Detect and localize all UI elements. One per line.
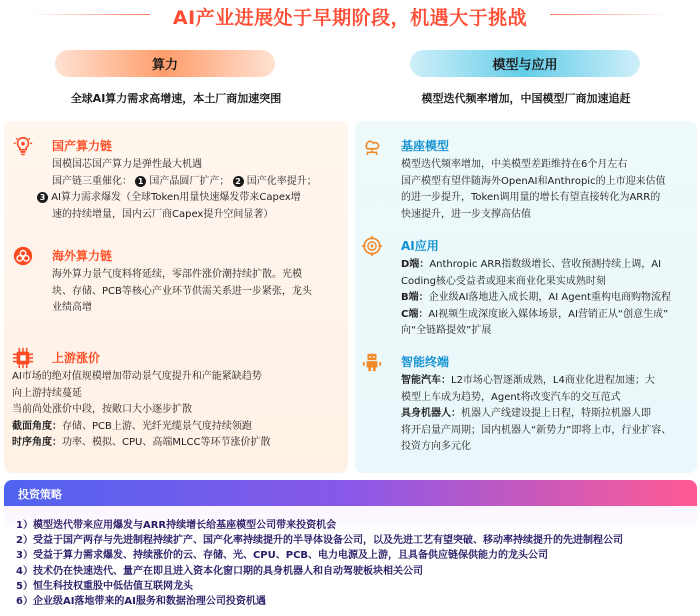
line-lead: 智能汽车： [401, 375, 451, 386]
robot-icon [361, 351, 383, 373]
line-lead: D端： [401, 259, 430, 270]
body-line [401, 257, 671, 274]
line-text: 企业级AI落地进入成长期，AI Agent重构电商购物流程 [428, 292, 671, 304]
strategy-item: 6）企业级AI落地带来的AI服务和数据治理公司投资机遇 [16, 596, 266, 608]
body-line: 国产模型有望伴随海外OpenAI和Anthropic的上市迎来估值 [401, 175, 666, 187]
models-panel [355, 121, 697, 473]
body-line: 投资方向多元化 [401, 441, 471, 453]
number-badge: 1 [135, 176, 146, 187]
line-text: L2市场心智逐渐成熟，L4商业化进程加速；大 [451, 375, 655, 386]
strategy-item: 5）恒生科技权重股中低估值互联网龙头 [16, 580, 193, 592]
body-line: 向“全链路提效”扩展 [401, 325, 492, 337]
models-apps-pill: 模型与应用 [410, 50, 640, 77]
section-title: 基座模型 [401, 139, 450, 153]
strategy-list [16, 518, 623, 609]
body-line: 向上游持续蔓延 [12, 387, 82, 399]
body-line [401, 307, 671, 324]
body-line: 速的持续增量，国内云厂商Capex提升空间显著） [52, 208, 274, 220]
body-line [401, 373, 671, 390]
models-subheading: 模型迭代频率增加，中国模型厂商加速追赶 [421, 92, 631, 105]
line-text: 存储、PCB上游、光纤光缆景气度持续领跑 [62, 420, 252, 432]
body-line [401, 290, 671, 307]
line-lead: B端： [401, 292, 429, 304]
body-line [401, 406, 671, 423]
body-line: 快速提升，进一步支撑高估值 [401, 208, 531, 220]
section-body [39, 157, 317, 223]
strategy-title: 投资策略 [18, 488, 62, 501]
ai-target-icon [361, 235, 383, 257]
strategy-header [4, 480, 697, 506]
body-line: 块、存储、PCB等核心产业环节供需关系进一步紧张，龙头 [52, 285, 312, 297]
investment-strategy-box [4, 480, 697, 614]
body-line: 当前尚处涨价中段，按敞口大小逐步扩散 [12, 404, 192, 416]
body-line: 模型迭代频率增加，中美模型差距维持在6个月左右 [401, 159, 628, 170]
section-body [401, 257, 671, 340]
globe-network-icon [12, 245, 34, 267]
chip-icon [12, 347, 34, 369]
body-line [12, 435, 271, 452]
section-title: 上游涨价 [52, 351, 101, 365]
section-title: 国产算力链 [52, 139, 113, 153]
section-title: AI应用 [401, 239, 439, 253]
line-lead: C端： [401, 308, 429, 320]
line-text: AI视频生成深度嵌入媒体场景，AI营销正从“创意生成” [428, 308, 669, 320]
section-body [52, 267, 312, 317]
compute-pill: 算力 [55, 50, 275, 77]
line-text: 国产化率提升； [246, 175, 317, 187]
section-body [401, 373, 671, 456]
body-line: 业绩高增 [52, 302, 92, 314]
strategy-item: 1）模型迭代带来应用爆发与ARR持续增长给基座模型公司带来投资机会 [16, 520, 337, 531]
number-badge: 3 [37, 192, 48, 203]
body-line: Coding核心受益者或迎来商业化果实成熟时刻 [401, 275, 606, 287]
strategy-item: 2）受益于国产两存与先进制程持续扩产、国产化率持续提升的半导体设备公司，以及先进工艺有望突破、移动率持续提升的先进制程公司 [16, 535, 623, 547]
line-text: AI算力需求爆发（全球Token用量快速爆发带来Capex增 [51, 192, 301, 204]
line-text: 国产晶圆厂扩产； [149, 175, 230, 187]
section-body [12, 369, 271, 452]
compute-panel [4, 121, 348, 473]
line-text: 功率、模拟、CPU、高端MLCC等环节涨价扩散 [62, 437, 271, 449]
section-body [401, 157, 666, 223]
cloud-network-icon [361, 135, 383, 157]
compute-subheading: 全球AI算力需求高增速，本土厂商加速突围 [70, 92, 282, 105]
line-lead: 国产链三重催化： [52, 175, 132, 187]
section-title: 智能终端 [401, 355, 450, 369]
strategy-item: 3）受益于算力需求爆发、持续涨价的云、存储、光、CPU、PCB、电力电源及上游，且具备供应链保供能力的龙头公司 [16, 550, 549, 562]
body-line: 的进一步提升，Token调用量的增长有望直接转化为ARR的 [401, 192, 661, 204]
line-lead: 时序角度： [12, 437, 62, 449]
body-line [37, 190, 317, 207]
line-text: 机器人产线建设提上日程，特斯拉机器人即 [461, 408, 651, 420]
line-lead: 具身机器人： [401, 408, 461, 420]
body-line: AI市场的绝对值规模增加带动景气度提升和产能紧缺趋势 [12, 371, 262, 382]
section-title: 海外算力链 [52, 249, 113, 263]
line-lead: 截面角度： [12, 420, 62, 432]
line-text: Anthropic ARR指数级增长、营收预测持续上调，AI [429, 259, 662, 270]
lightbulb-gear-icon [12, 135, 34, 157]
body-line [12, 419, 271, 436]
strategy-item: 4）技术仍在快速迭代、量产在即且进入资本化窗口期的具身机器人和自动驾驶板块相关公司 [16, 565, 423, 577]
body-line: 海外算力景气度料将延续，零部件涨价潮持续扩散。光模 [52, 269, 302, 280]
number-badge: 2 [233, 176, 244, 187]
body-line: 将开启量产周期；国内机器人“新势力”即将上市，行业扩容、 [401, 424, 672, 436]
body-line: 模型上车成为趋势，Agent将改变汽车的交互范式 [401, 391, 621, 403]
body-line [52, 174, 317, 191]
body-line: 国模国芯国产算力是弹性最大机遇 [52, 159, 202, 170]
title-decoration-right [550, 14, 670, 15]
page-title: AI产业进展处于早期阶段，机遇大于挑战 [172, 7, 528, 29]
